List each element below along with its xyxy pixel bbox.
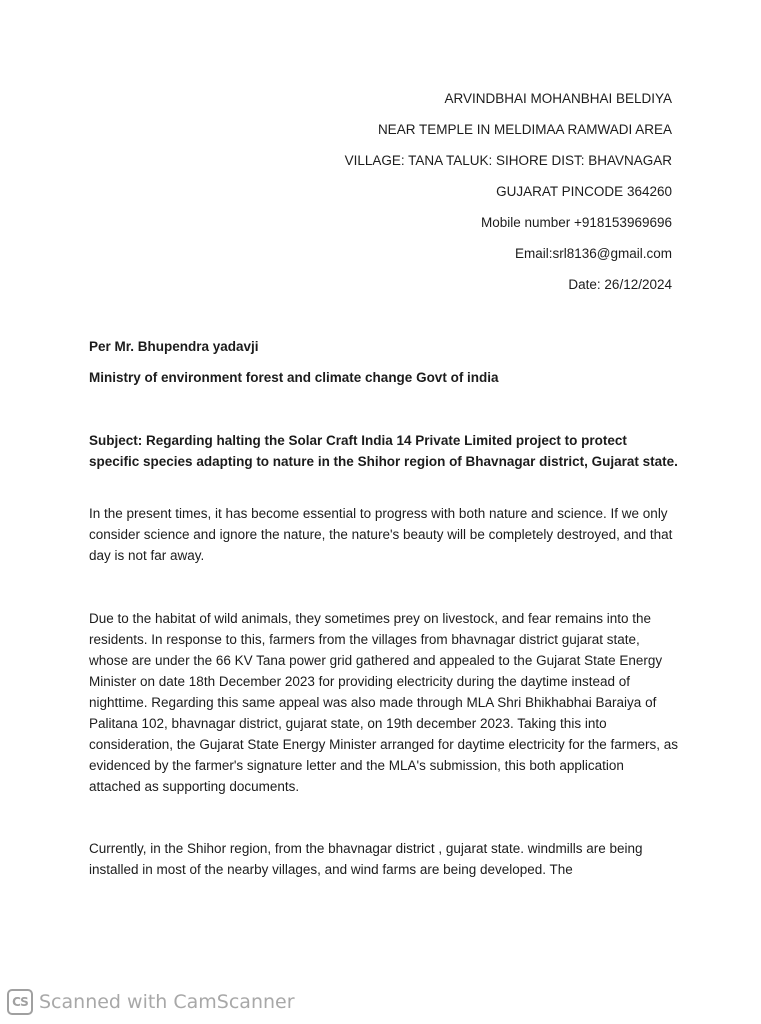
camscanner-watermark <box>7 988 295 1016</box>
sender-name: ARVINDBHAI MOHANBHAI BELDIYA <box>444 91 672 106</box>
subject-text: : Regarding halting the Solar Craft India 14 Private Limited project to protect specific species adapting to nature in the Shihor region of Bhavnagar district, Gujarat state. <box>89 433 678 469</box>
subject-line <box>89 430 679 472</box>
recipient-ministry: Ministry of environment forest and climate change Govt of india <box>89 370 499 385</box>
sender-address-line: NEAR TEMPLE IN MELDIMAA RAMWADI AREA <box>377 122 672 137</box>
sender-address-block <box>345 89 672 306</box>
body-paragraph-2: Due to the habitat of wild animals, they sometimes prey on livestock, and fear remains into the residents. In response to this, farmers from the villages from bhavnagar district gujarat state, whose are under the 66 KV Tana power grid gathered and appealed to the Gujarat State Energy Minister on date 18th December 2023 for providing electricity during the daytime instead of nighttime. Regarding this same appeal was also made through MLA Shri Bhikhabhai Baraiya of Palitana 102, bhavnagar district, gujarat state, on 19th december 2023. Taking this into consideration, the Gujarat State Energy Minister arranged for daytime electricity for the farmers, as evidenced by the farmer's signature letter and the MLA's submission, this both application attached as supporting documents. <box>89 611 679 794</box>
sender-email: Email:srl8136@gmail.com <box>514 246 672 261</box>
sender-village-line: VILLAGE: TANA TALUK: SIHORE DIST: BHAVNAGAR <box>344 153 672 168</box>
camscanner-logo-icon: CS <box>7 989 33 1015</box>
watermark-text: Scanned with CamScanner <box>39 991 295 1013</box>
body-paragraph-3: Currently, in the Shihor region, from the bhavnagar district , gujarat state. windmills are being installed in most of the nearby villages, and wind farms are being developed. The <box>89 841 643 877</box>
letter-date: Date: 26/12/2024 <box>568 277 672 292</box>
sender-state-line: GUJARAT PINCODE 364260 <box>496 184 672 199</box>
sender-mobile: Mobile number +918153969696 <box>480 215 672 230</box>
recipient-name: Per Mr. Bhupendra yadavji <box>89 339 259 354</box>
subject-label: Subject <box>89 433 138 448</box>
body-paragraph-1: In the present times, it has become essential to progress with both nature and science. If we only consider science and ignore the nature, the nature's beauty will be completely destroyed, and that day is not far away. <box>89 506 673 563</box>
recipient-block <box>89 337 499 399</box>
